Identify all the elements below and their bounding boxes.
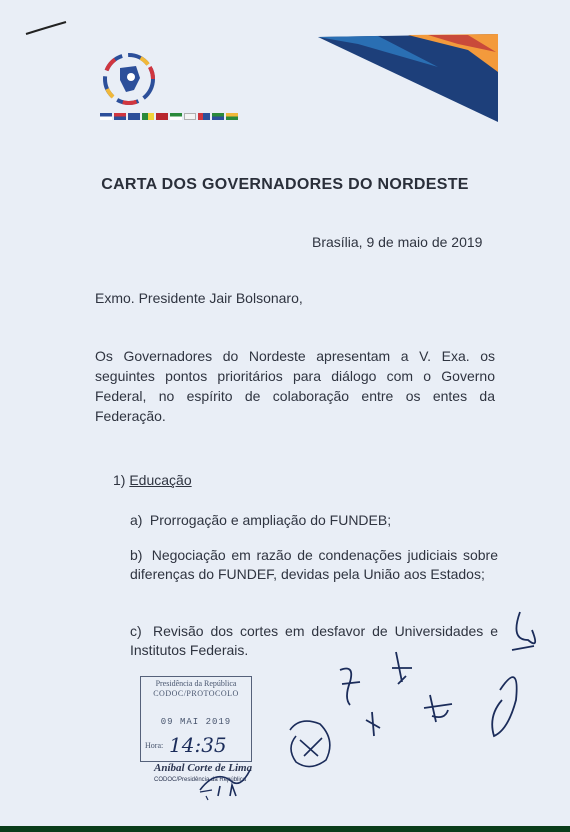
- item-label: a): [130, 512, 143, 528]
- stamp-signer-name: Aníbal Corte de Lima: [154, 762, 253, 774]
- stamp-line-2: CODOC/PROTOCOLO: [153, 689, 239, 698]
- stamp-time: 14:35: [169, 733, 227, 757]
- item-label: c): [130, 623, 142, 639]
- item-text: Negociação em razão de condenações judiciais sobre diferenças do FUNDEF, devidas pela União aos Estados;: [130, 547, 498, 582]
- section-number: 1): [113, 472, 126, 488]
- salutation: Exmo. Presidente Jair Bolsonaro,: [95, 290, 303, 306]
- stamp-signer-role: CODOC/Presidência da República: [154, 777, 247, 783]
- letter-title: CARTA DOS GOVERNADORES DO NORDESTE: [101, 176, 469, 193]
- background-edge: [0, 826, 570, 832]
- item-text: Prorrogação e ampliação do FUNDEB;: [149, 512, 392, 528]
- section-title: Educação: [129, 472, 192, 488]
- intro-paragraph: Os Governadores do Nordeste apresentam a V. Exa. os seguintes pontos prioritários para diálogo com o Governo Federal, no espírito de colaboração entre os entes da Federação.: [95, 348, 495, 424]
- stamp-hora-label: Hora:: [145, 741, 164, 750]
- stamp-date: 09 MAI 2019: [160, 717, 232, 727]
- item-text: Revisão dos cortes em desfavor de Universidades e Institutos Federais.: [130, 623, 499, 658]
- date-line: Brasília, 9 de maio de 2019: [312, 234, 483, 250]
- item-label: b): [130, 547, 143, 563]
- stamp-line-1: Presidência da República: [155, 679, 237, 688]
